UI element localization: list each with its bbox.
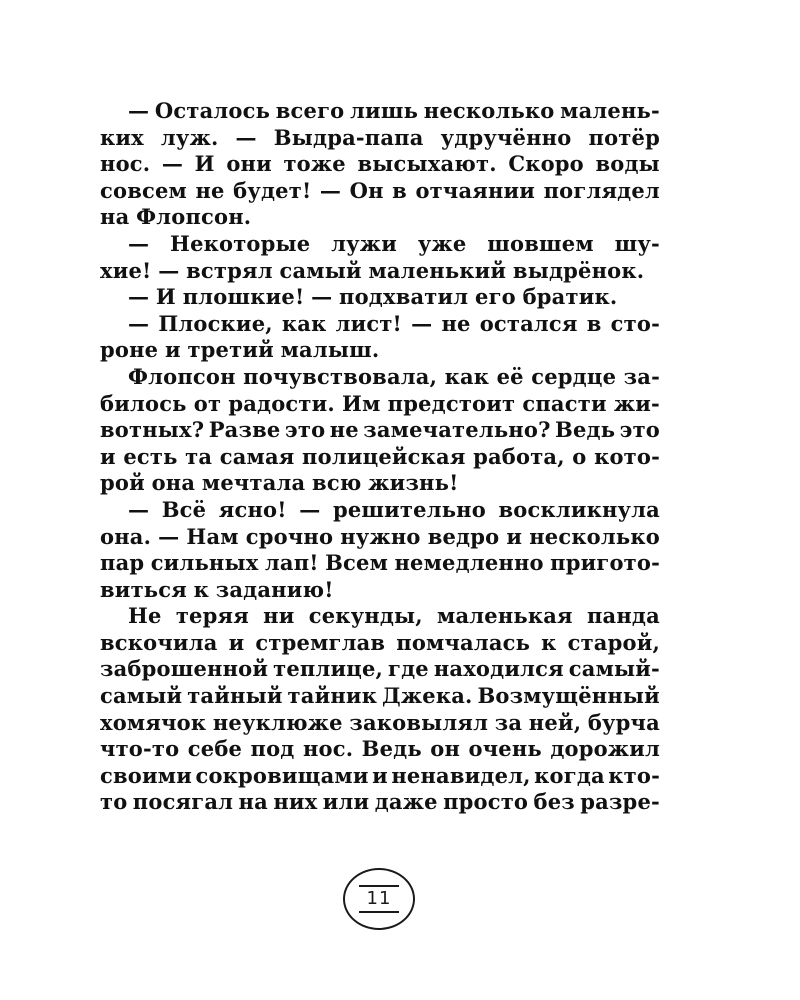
text-line: что-то себе под нос. Ведь он очень дорожил	[100, 736, 660, 762]
text-line: билось от радости. Им предстоит спасти жи-	[100, 390, 660, 416]
text-line: — Осталось всего лишь несколько малень-	[128, 98, 660, 123]
body-text	[100, 98, 660, 816]
text-line: — Некоторые лужи уже шовшем шу-	[128, 230, 660, 256]
text-line: рой она мечтала всю жизнь!	[100, 470, 459, 496]
text-line: Флопсон почувствовала, как её сердце за-	[128, 363, 660, 389]
text-line: — И плошкие! — подхватил его братик.	[128, 284, 618, 310]
text-line: то посягал на них или даже просто без разре-	[100, 789, 660, 815]
text-line: нос. — И они тоже высыхают. Скоро воды	[100, 151, 660, 177]
text-line: роне и третий малыш.	[100, 337, 380, 363]
text-line: на Флопсон.	[100, 204, 252, 230]
text-line: совсем не будет! — Он в отчаянии поглядел	[100, 177, 660, 203]
text-line: вскочила и стремглав помчалась к старой,	[100, 629, 660, 655]
text-line: — Плоские, как лист! — не остался в сто-	[128, 310, 660, 336]
page-number: 11	[366, 888, 392, 909]
text-line: заброшенной теплице, где находился самый-	[100, 656, 660, 682]
text-line: пар сильных лап! Всем немедленно пригото-	[100, 550, 660, 576]
text-line: вотных? Разве это не замечательно? Ведь это	[100, 417, 660, 443]
text-line: и есть та самая полицейская работа, о кото-	[100, 443, 660, 469]
text-line: Не теряя ни секунды, маленькая панда	[128, 603, 660, 629]
text-line: — Всё ясно! — решительно воскликнула	[128, 496, 660, 522]
page-number-badge	[343, 868, 415, 930]
text-line: ких луж. — Выдра-папа удручённо потёр	[100, 124, 660, 150]
text-line: своими сокровищами и ненавидел, когда кто-	[100, 762, 660, 788]
page-number-bottom-rule	[359, 911, 399, 913]
text-line: хомячок неуклюже заковылял за ней, бурча	[100, 709, 660, 735]
text-line: виться к заданию!	[100, 576, 334, 602]
page-number-top-rule	[359, 885, 399, 887]
text-line: она. — Нам срочно нужно ведро и несколько	[100, 523, 660, 549]
text-line: самый тайный тайник Джека. Возмущённый	[100, 683, 660, 709]
text-line: хие! — встрял самый маленький выдрёнок.	[100, 257, 645, 283]
